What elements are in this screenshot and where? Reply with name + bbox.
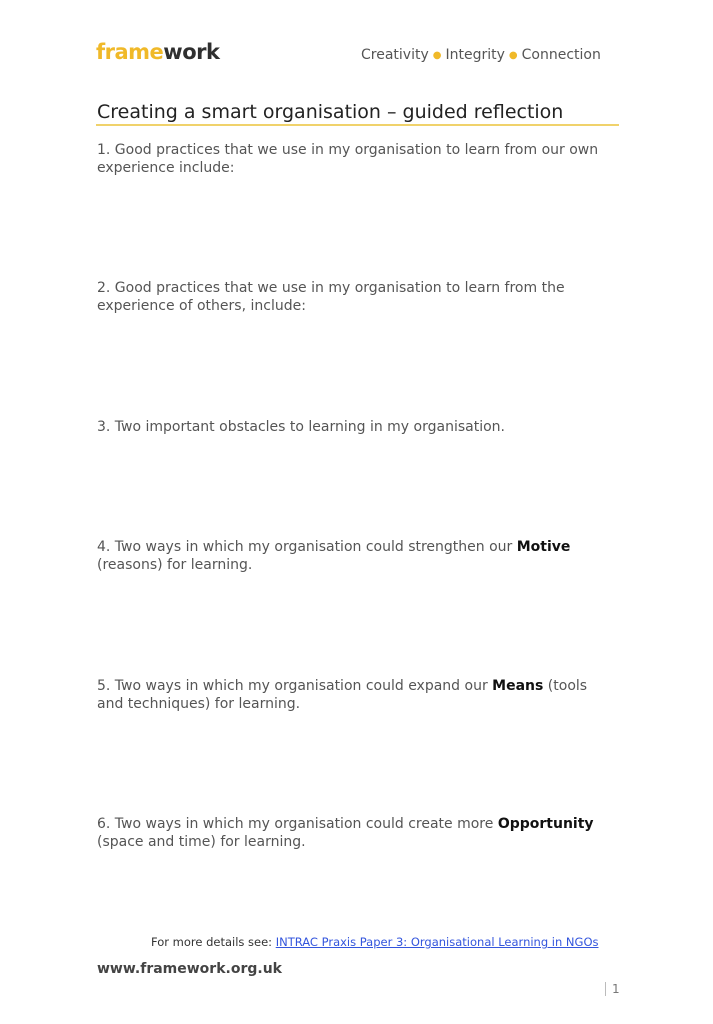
logo-part-frame: frame xyxy=(96,40,164,64)
question-text: 1. Good practices that we use in my organisation to learn from our own experience include: xyxy=(97,142,599,176)
question-2 xyxy=(97,279,617,315)
question-1 xyxy=(97,141,617,177)
question-text: 2. Good practices that we use in my organisation to learn from the experience of others, include: xyxy=(97,280,565,314)
keyword-means: Means xyxy=(492,678,544,694)
question-text-end: (reasons) for learning. xyxy=(97,557,253,573)
question-text-end: (space and time) for learning. xyxy=(97,834,306,850)
page-title: Creating a smart organisation – guided reflection xyxy=(97,101,564,123)
footer-note xyxy=(151,935,599,949)
footer-note-prefix: For more details see: xyxy=(151,935,276,949)
praxis-paper-link[interactable]: INTRAC Praxis Paper 3: Organisational Learning in NGOs xyxy=(275,935,599,949)
page-number: 1 xyxy=(605,982,620,996)
tagline xyxy=(361,47,601,63)
framework-logo xyxy=(96,40,219,64)
question-text: 4. Two ways in which my organisation could strengthen our xyxy=(97,539,517,555)
tagline-creativity: Creativity xyxy=(361,47,429,63)
tagline-integrity: Integrity xyxy=(445,47,505,63)
question-6 xyxy=(97,815,617,851)
bullet-dot-icon: ● xyxy=(432,50,442,61)
keyword-opportunity: Opportunity xyxy=(497,816,594,832)
tagline-connection: Connection xyxy=(521,47,601,63)
question-5 xyxy=(97,677,617,713)
question-3 xyxy=(97,418,617,436)
question-text-end: (tools and techniques) for learning. xyxy=(97,678,588,712)
keyword-motive: Motive xyxy=(516,539,571,555)
question-text: 3. Two important obstacles to learning in my organisation. xyxy=(97,419,505,435)
website-url: www.framework.org.uk xyxy=(97,961,282,977)
question-4 xyxy=(97,538,617,574)
question-text: 5. Two ways in which my organisation could expand our xyxy=(97,678,493,694)
title-underline xyxy=(96,124,619,126)
logo-part-work: work xyxy=(163,40,220,64)
question-text: 6. Two ways in which my organisation could create more xyxy=(97,816,498,832)
bullet-dot-icon: ● xyxy=(508,50,518,61)
